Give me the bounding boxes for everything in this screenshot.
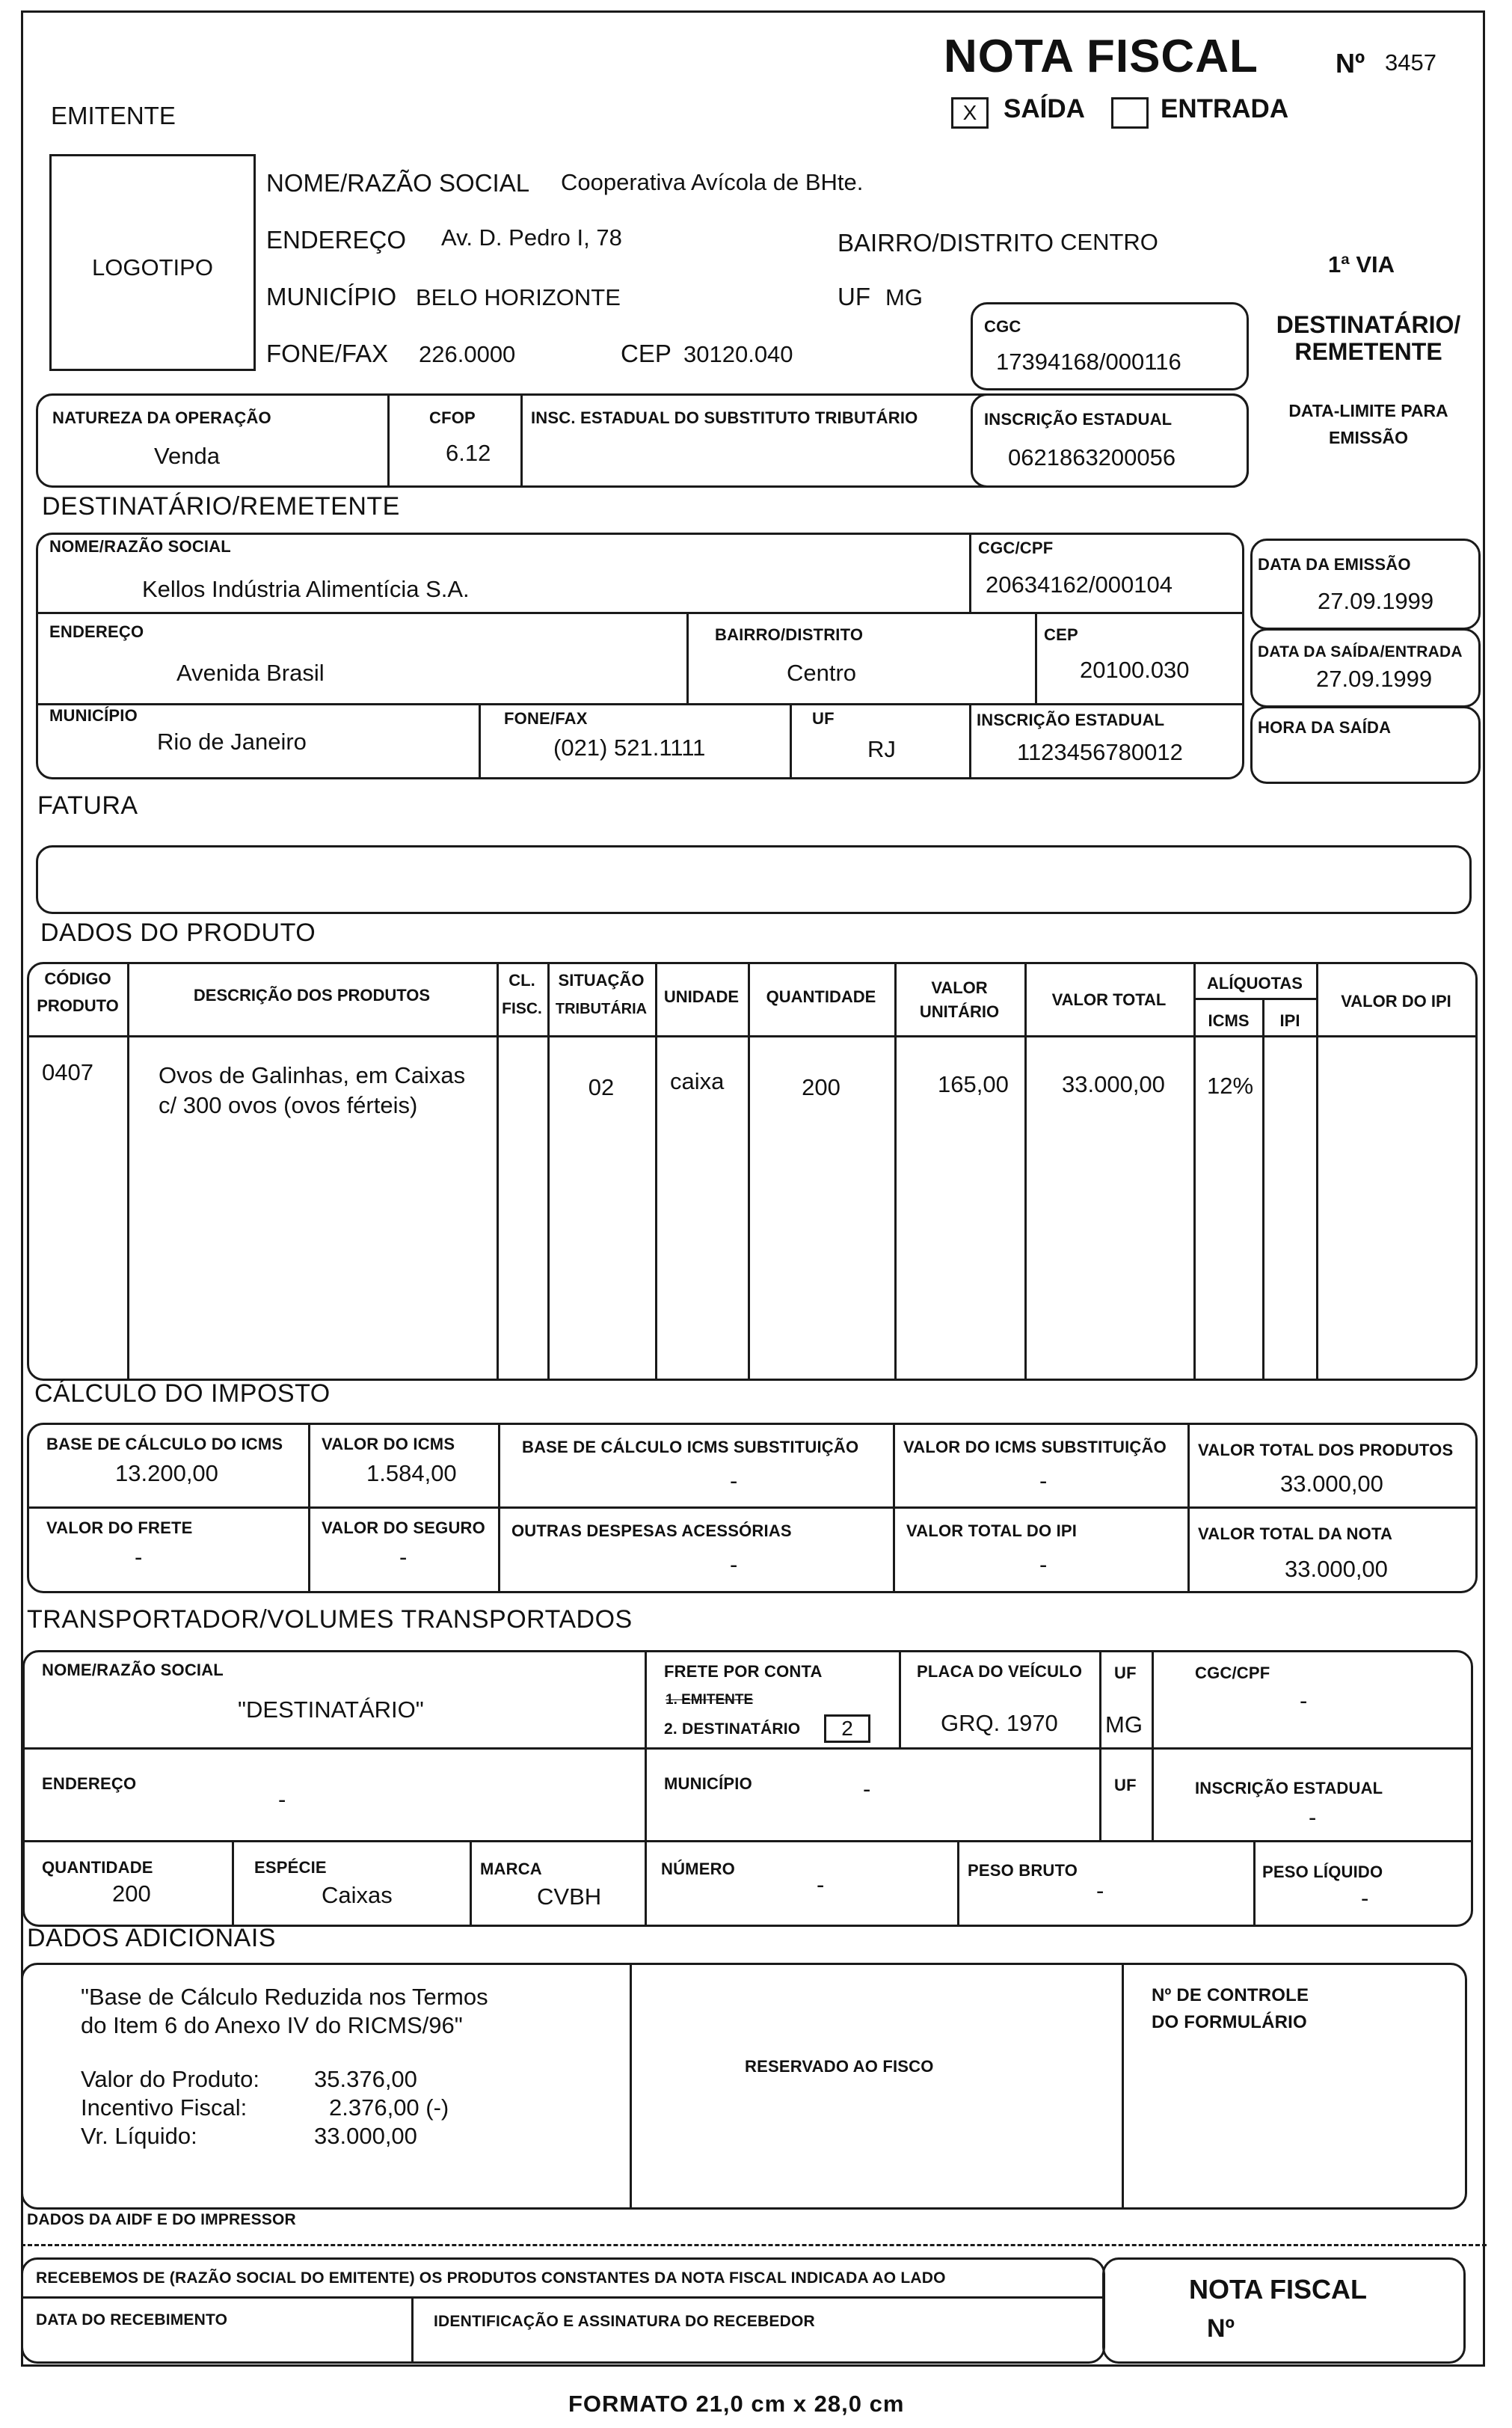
identificacao-recebedor-label: IDENTIFICAÇÃO E ASSINATURA DO RECEBEDOR [434, 2313, 815, 2330]
transp-uf-value: MG [1105, 1711, 1143, 1738]
transp-uf2-label: UF [1114, 1776, 1137, 1794]
logo-placeholder-text: LOGOTIPO [92, 254, 213, 280]
emitente-bairro-value: CENTRO [1060, 229, 1158, 255]
produto-descricao-1: Ovos de Galinhas, em Caixas [159, 1062, 466, 1088]
emitente-uf-label: UF [838, 283, 870, 310]
total-ipi-value: - [1039, 1551, 1048, 1578]
peso-bruto-label: PESO BRUTO [968, 1861, 1078, 1880]
volume-quantidade-value: 200 [112, 1880, 151, 1907]
th-valor-ipi: VALOR DO IPI [1341, 992, 1451, 1011]
produto-codigo: 0407 [42, 1059, 93, 1085]
via-label: 1ª VIA [1328, 251, 1395, 278]
doc-title: NOTA FISCAL [944, 31, 1259, 82]
valor-subst-label: VALOR DO ICMS SUBSTITUIÇÃO [903, 1438, 1167, 1456]
valor-produto-label: Valor do Produto: [81, 2066, 259, 2092]
produto-icms: 12% [1207, 1073, 1254, 1099]
total-nota-value: 33.000,00 [1285, 1556, 1388, 1582]
dest-bairro-label: BAIRRO/DISTRITO [715, 625, 864, 644]
produto-valor-unitario: 165,00 [938, 1071, 1009, 1097]
nf-number-value: 3457 [1385, 49, 1436, 76]
frete-conta-label: FRETE POR CONTA [664, 1662, 823, 1681]
volume-numero-label: NÚMERO [661, 1860, 735, 1878]
valor-produto-value: 35.376,00 [314, 2066, 417, 2092]
base-subst-value: - [730, 1468, 738, 1494]
transp-municipio-value: - [863, 1776, 871, 1802]
th-valor-unitario-1: VALOR [931, 978, 988, 997]
dest-nome-label: NOME/RAZÃO SOCIAL [49, 537, 231, 556]
controle-formulario-label-2: DO FORMULÁRIO [1152, 2012, 1307, 2032]
base-icms-label: BASE DE CÁLCULO DO ICMS [46, 1435, 283, 1453]
formato-footer: FORMATO 21,0 cm x 28,0 cm [568, 2391, 905, 2417]
data-saida-label: DATA DA SAÍDA/ENTRADA [1258, 643, 1463, 660]
data-limite-label-2: EMISSÃO [1328, 428, 1409, 447]
th-quantidade: QUANTIDADE [766, 987, 876, 1006]
transp-nome-value: "DESTINATÁRIO" [238, 1696, 424, 1723]
dest-cep-value: 20100.030 [1080, 657, 1190, 683]
dest-cgc-value: 20634162/000104 [986, 571, 1173, 598]
reservado-fisco-label: RESERVADO AO FISCO [745, 2057, 934, 2076]
saida-checkbox[interactable] [951, 97, 989, 129]
liquido-value: 33.000,00 [314, 2123, 417, 2149]
th-ipi: IPI [1279, 1011, 1300, 1030]
valor-icms-value: 1.584,00 [366, 1460, 457, 1486]
transp-endereco-value: - [278, 1786, 286, 1812]
data-limite-label-1: DATA-LIMITE PARA [1288, 401, 1448, 420]
emitente-cep-value: 30120.040 [683, 341, 793, 367]
dest-cgc-label: CGC/CPF [978, 539, 1054, 557]
emitente-nome-label: NOME/RAZÃO SOCIAL [266, 169, 530, 197]
incentivo-value: 2.376,00 (-) [329, 2094, 449, 2121]
dest-cep-label: CEP [1044, 625, 1078, 644]
frete-label: VALOR DO FRETE [46, 1518, 193, 1537]
volume-especie-value: Caixas [322, 1882, 393, 1908]
dest-rem-title-1: DESTINATÁRIO/ [1276, 311, 1461, 338]
imposto-section-title: CÁLCULO DO IMPOSTO [34, 1379, 331, 1408]
transportador-section-title: TRANSPORTADOR/VOLUMES TRANSPORTADOS [27, 1605, 633, 1634]
dest-insc-label: INSCRIÇÃO ESTADUAL [977, 711, 1165, 729]
data-emissao-box [1250, 539, 1481, 630]
base-subst-label: BASE DE CÁLCULO ICMS SUBSTITUIÇÃO [522, 1438, 859, 1456]
produto-descricao-2: c/ 300 ovos (ovos férteis) [159, 1092, 418, 1118]
total-nota-label: VALOR TOTAL DA NOTA [1198, 1524, 1393, 1543]
th-descricao: DESCRIÇÃO DOS PRODUTOS [193, 986, 431, 1005]
transp-cgc-label: CGC/CPF [1195, 1664, 1270, 1682]
emitente-cep-label: CEP [621, 340, 672, 367]
insc-estadual-box [971, 393, 1249, 488]
th-clfisc-2: FISC. [502, 1000, 542, 1017]
emitente-fone-label: FONE/FAX [266, 340, 389, 367]
cfop-label: CFOP [429, 408, 476, 427]
dest-fone-label: FONE/FAX [504, 709, 588, 728]
transp-uf-label: UF [1114, 1664, 1137, 1682]
th-aliquotas: ALÍQUOTAS [1207, 974, 1303, 993]
emitente-municipio-value: BELO HORIZONTE [416, 284, 621, 310]
placa-value: GRQ. 1970 [941, 1710, 1058, 1736]
dest-endereco-value: Avenida Brasil [176, 660, 325, 686]
natureza-value: Venda [154, 443, 220, 469]
liquido-label: Vr. Líquido: [81, 2123, 197, 2149]
dest-rem-title-2: REMETENTE [1294, 338, 1442, 365]
dest-fone-value: (021) 521.1111 [553, 735, 706, 761]
th-valor-total: VALOR TOTAL [1051, 990, 1167, 1009]
obs-line-1: "Base de Cálculo Reduzida nos Termos [81, 1984, 488, 2010]
fatura-section-title: FATURA [37, 791, 138, 820]
produto-quantidade: 200 [802, 1074, 840, 1100]
peso-liquido-label: PESO LÍQUIDO [1262, 1863, 1383, 1881]
peso-bruto-value: - [1096, 1877, 1104, 1904]
total-produtos-value: 33.000,00 [1280, 1471, 1383, 1497]
data-saida-value: 27.09.1999 [1316, 666, 1433, 692]
frete-opcao-2: 2. DESTINATÁRIO [664, 1720, 801, 1738]
emitente-municipio-label: MUNICÍPIO [266, 283, 397, 310]
dest-uf-value: RJ [867, 736, 896, 762]
incentivo-label: Incentivo Fiscal: [81, 2094, 248, 2121]
insc-subst-label: INSC. ESTADUAL DO SUBSTITUTO TRIBUTÁRIO [531, 408, 918, 427]
seguro-label: VALOR DO SEGURO [322, 1518, 485, 1537]
dest-uf-label: UF [812, 709, 835, 728]
recibo-nf-title: NOTA FISCAL [1189, 2274, 1367, 2305]
th-unidade: UNIDADE [663, 987, 740, 1006]
th-codigo-1: CÓDIGO [44, 969, 111, 988]
hora-saida-label: HORA DA SAÍDA [1258, 718, 1392, 737]
emitente-uf-value: MG [885, 284, 923, 310]
emitente-cgc-box [971, 302, 1249, 390]
produto-unidade: caixa [670, 1068, 725, 1094]
produto-situacao: 02 [588, 1074, 615, 1100]
recebemos-text: RECEBEMOS DE (RAZÃO SOCIAL DO EMITENTE) OS PRODUTOS CONSTANTES DA NOTA FISCAL INDICADA AO LADO [36, 2269, 946, 2287]
frete-conta-field[interactable]: 2 [824, 1714, 870, 1743]
entrada-label: ENTRADA [1161, 94, 1289, 123]
destinatario-section-title: DESTINATÁRIO/REMETENTE [42, 492, 400, 521]
tear-line [21, 2244, 1487, 2246]
aidf-label: DADOS DA AIDF E DO IMPRESSOR [27, 2211, 296, 2228]
transp-municipio-label: MUNICÍPIO [664, 1774, 752, 1793]
outras-despesas-label: OUTRAS DESPESAS ACESSÓRIAS [511, 1521, 792, 1540]
transp-insc-label: INSCRIÇÃO ESTADUAL [1195, 1779, 1383, 1797]
emitente-fone-value: 226.0000 [419, 341, 516, 367]
cfop-value: 6.12 [446, 440, 491, 466]
dest-bairro-value: Centro [787, 660, 857, 686]
placa-label: PLACA DO VEÍCULO [917, 1662, 1083, 1681]
th-situacao-2: TRIBUTÁRIA [555, 1001, 648, 1017]
seguro-value: - [399, 1544, 408, 1570]
emitente-bairro-label: BAIRRO/DISTRITO [838, 229, 1054, 257]
emitente-endereco-label: ENDEREÇO [266, 226, 407, 254]
th-icms: ICMS [1208, 1011, 1250, 1030]
outras-despesas-value: - [730, 1551, 738, 1578]
emitente-cgc-label: CGC [984, 317, 1021, 336]
emitente-endereco-value: Av. D. Pedro I, 78 [441, 224, 622, 251]
transp-nome-label: NOME/RAZÃO SOCIAL [42, 1661, 224, 1679]
produto-valor-total: 33.000,00 [1062, 1071, 1165, 1097]
valor-subst-value: - [1039, 1468, 1048, 1494]
total-produtos-label: VALOR TOTAL DOS PRODUTOS [1198, 1441, 1454, 1459]
base-icms-value: 13.200,00 [115, 1460, 218, 1486]
data-emissao-label: DATA DA EMISSÃO [1258, 555, 1411, 574]
controle-formulario-label-1: Nº DE CONTROLE [1152, 1985, 1309, 2005]
dest-nome-value: Kellos Indústria Alimentícia S.A. [142, 576, 470, 602]
dest-municipio-value: Rio de Janeiro [157, 729, 307, 755]
volume-marca-label: MARCA [480, 1860, 542, 1878]
total-ipi-label: VALOR TOTAL DO IPI [906, 1521, 1078, 1540]
produtos-section-title: DADOS DO PRODUTO [40, 919, 316, 947]
frete-value: - [135, 1544, 143, 1570]
transp-endereco-label: ENDEREÇO [42, 1774, 137, 1793]
adicionais-section-title: DADOS ADICIONAIS [27, 1924, 276, 1952]
dest-municipio-label: MUNICÍPIO [49, 706, 138, 725]
dest-endereco-label: ENDEREÇO [49, 622, 144, 641]
volume-marca-value: CVBH [537, 1883, 602, 1910]
data-recebimento-label: DATA DO RECEBIMENTO [36, 2311, 228, 2329]
volume-quantidade-label: QUANTIDADE [42, 1858, 153, 1877]
volume-numero-value: - [817, 1871, 825, 1898]
transp-insc-value: - [1309, 1804, 1317, 1830]
emitente-nome-value: Cooperativa Avícola de BHte. [561, 169, 864, 195]
th-codigo-2: PRODUTO [37, 996, 119, 1015]
valor-icms-label: VALOR DO ICMS [322, 1435, 455, 1453]
entrada-checkbox[interactable] [1111, 97, 1149, 129]
frete-opcao-1: 1. EMITENTE [666, 1692, 754, 1708]
emitente-cgc-value: 17394168/000116 [996, 349, 1181, 375]
fatura-box [36, 845, 1472, 914]
peso-liquido-value: - [1361, 1885, 1369, 1911]
dest-insc-value: 1123456780012 [1017, 739, 1183, 765]
volume-especie-label: ESPÉCIE [254, 1858, 327, 1877]
insc-estadual-value: 0621863200056 [1008, 444, 1176, 470]
th-clfisc-1: CL. [508, 971, 535, 990]
obs-line-2: do Item 6 do Anexo IV do RICMS/96" [81, 2012, 463, 2038]
insc-estadual-label: INSCRIÇÃO ESTADUAL [984, 410, 1173, 429]
th-valor-unitario-2: UNITÁRIO [919, 1002, 1000, 1021]
recibo-nf-numero: Nº [1207, 2314, 1235, 2343]
natureza-label: NATUREZA DA OPERAÇÃO [52, 408, 271, 427]
th-situacao-1: SITUAÇÃO [558, 971, 645, 990]
emitente-section-title: EMITENTE [51, 102, 176, 129]
data-emissao-value: 27.09.1999 [1318, 588, 1434, 614]
saida-label: SAÍDA [1004, 94, 1085, 123]
nf-number-label: Nº [1336, 48, 1365, 79]
transp-cgc-value: - [1300, 1687, 1308, 1714]
saida-check-mark: X [962, 101, 977, 124]
